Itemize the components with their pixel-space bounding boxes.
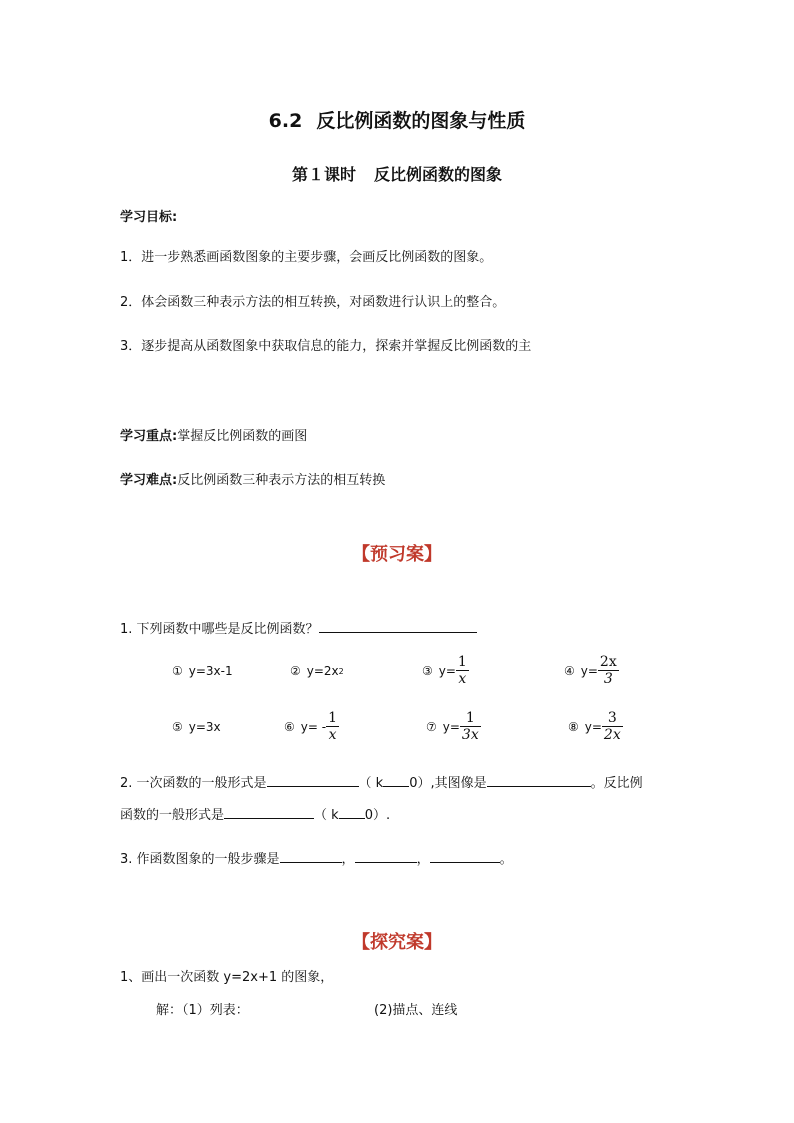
q1-text: 1. 下列函数中哪些是反比例函数？ bbox=[120, 622, 319, 637]
q3-sep: ， bbox=[416, 852, 430, 867]
objective-1: 1．进一步熟悉画函数图象的主要步骤，会画反比例函数的图象。 bbox=[120, 250, 493, 265]
q3-end: 。 bbox=[499, 852, 513, 867]
explore-step-1: 解：（1）列表： bbox=[156, 1003, 249, 1018]
difficulty bbox=[120, 469, 385, 488]
option-mark: ② bbox=[290, 664, 301, 678]
option-1 bbox=[172, 664, 233, 678]
option-8 bbox=[568, 710, 623, 743]
option-3 bbox=[422, 654, 469, 687]
fraction bbox=[456, 654, 469, 687]
option-5 bbox=[172, 720, 221, 734]
numerator: 2x bbox=[599, 654, 617, 670]
option-2 bbox=[290, 664, 344, 678]
difficulty-label: 学习难点: bbox=[120, 473, 178, 488]
preview-question-2-line-2 bbox=[120, 804, 390, 823]
numerator: 3 bbox=[602, 710, 623, 727]
q3-blank-3[interactable] bbox=[430, 848, 500, 863]
denominator: x bbox=[328, 727, 337, 744]
q2-text-c: 0）,其图像是 bbox=[409, 776, 487, 791]
option-mark: ④ bbox=[564, 663, 575, 678]
option-prefix: y= bbox=[580, 663, 598, 678]
q2-blank-5[interactable] bbox=[339, 804, 365, 819]
option-mark: ⑤ bbox=[172, 720, 183, 734]
q2-blank-4[interactable] bbox=[224, 804, 314, 819]
preview-question-2-line-1 bbox=[120, 772, 643, 791]
preview-question-3 bbox=[120, 848, 513, 867]
option-mark: ① bbox=[172, 664, 183, 678]
q2-text-f: （ k bbox=[314, 808, 339, 823]
option-mark: ③ bbox=[422, 663, 433, 678]
denominator: 3x bbox=[461, 727, 479, 744]
lesson-title: 反比例函数的图象 bbox=[374, 165, 503, 184]
explore-heading: 【探究案】 bbox=[352, 932, 442, 953]
option-exponent: 2 bbox=[338, 666, 344, 676]
q2-text-b: （ k bbox=[358, 776, 384, 791]
fraction bbox=[460, 710, 481, 743]
option-mark: ⑧ bbox=[568, 719, 579, 734]
option-mark: ⑦ bbox=[426, 719, 437, 734]
option-7 bbox=[426, 710, 481, 743]
numerator: 1 bbox=[328, 710, 337, 726]
q2-text-a: 2. 一次函数的一般形式是 bbox=[120, 776, 267, 791]
q2-text-e: 函数的一般形式是 bbox=[120, 808, 225, 823]
fraction bbox=[602, 710, 623, 743]
q2-blank-2[interactable] bbox=[383, 772, 409, 787]
key-point-label: 学习重点: bbox=[120, 429, 178, 444]
option-expr: y=3x bbox=[188, 720, 221, 734]
numerator: 1 bbox=[457, 654, 467, 670]
denominator: x bbox=[458, 671, 467, 688]
page-title bbox=[0, 106, 794, 133]
preview-question-1 bbox=[120, 618, 477, 637]
option-6 bbox=[284, 710, 339, 743]
key-point bbox=[120, 425, 307, 444]
option-expr: y=3x-1 bbox=[188, 664, 233, 678]
q2-blank-3[interactable] bbox=[487, 772, 591, 787]
lesson-subtitle bbox=[0, 162, 794, 185]
q3-blank-1[interactable] bbox=[280, 848, 342, 863]
q3-text: 3. 作函数图象的一般步骤是 bbox=[120, 852, 280, 867]
q2-text-g: 0）. bbox=[364, 808, 391, 823]
q3-blank-2[interactable] bbox=[355, 848, 417, 863]
title-text: 反比例函数的图象与性质 bbox=[316, 110, 526, 132]
q1-answer-blank[interactable] bbox=[319, 618, 477, 633]
q2-text-d: 。反比例 bbox=[590, 776, 643, 791]
objectives-heading: 学习目标: bbox=[120, 210, 178, 225]
option-prefix: y= bbox=[442, 719, 460, 734]
option-4 bbox=[564, 654, 619, 687]
preview-heading: 【预习案】 bbox=[352, 544, 442, 565]
difficulty-text: 反比例函数三种表示方法的相互转换 bbox=[177, 473, 386, 488]
explore-question-1: 1、画出一次函数 y=2x+1 的图象， bbox=[120, 970, 334, 985]
option-prefix: y= bbox=[438, 663, 456, 678]
option-prefix: y= - bbox=[300, 719, 327, 734]
lesson-number: 第１课时 bbox=[291, 165, 356, 184]
fraction bbox=[326, 710, 339, 743]
q2-blank-1[interactable] bbox=[267, 772, 359, 787]
objective-2: 2．体会函数三种表示方法的相互转换，对函数进行认识上的整合。 bbox=[120, 295, 506, 310]
explore-step-2: (2)描点、连线 bbox=[374, 1003, 458, 1018]
denominator: 3 bbox=[603, 671, 613, 688]
option-expr: y=2x bbox=[306, 664, 339, 678]
numerator: 1 bbox=[460, 710, 481, 727]
denominator: 2x bbox=[603, 727, 621, 744]
key-point-text: 掌握反比例函数的画图 bbox=[177, 429, 308, 444]
q3-sep: ， bbox=[341, 852, 355, 867]
option-prefix: y= bbox=[584, 719, 602, 734]
fraction bbox=[598, 654, 619, 687]
section-number: 6.2 bbox=[268, 110, 303, 132]
objective-3: 3．逐步提高从函数图象中获取信息的能力，探索并掌握反比例函数的主 bbox=[120, 339, 532, 354]
option-mark: ⑥ bbox=[284, 719, 295, 734]
